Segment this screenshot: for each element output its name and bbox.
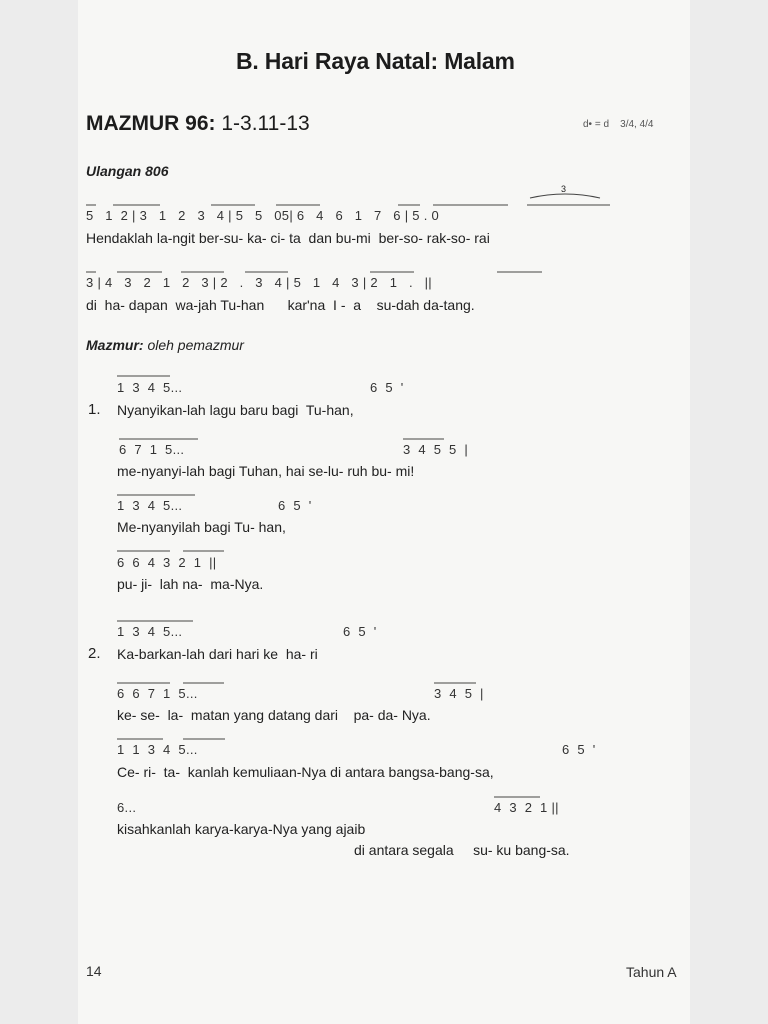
refrain-line2-lyrics: di ha- dapan wa-jah Tu-han kar'na I - a su-dah da-tang. <box>86 297 475 313</box>
verse2-line4-lyrics: kisahkanlah karya-karya-Nya yang ajaib <box>117 821 366 837</box>
verse1-line1-notes-end: 6 5 ' <box>370 380 404 395</box>
verse2-line1-lyrics: Ka-barkan-lah dari hari ke ha- ri <box>117 646 318 662</box>
verse1-line2-notes: 6 7 1 5... <box>119 442 185 457</box>
verse2-line1-notes-end: 6 5 ' <box>343 624 377 639</box>
verse2-line3-notes: 1 1 3 4 5... <box>117 742 198 757</box>
verse1-line4-lyrics: pu- ji- lah na- ma-Nya. <box>117 576 264 592</box>
verse2-line2-lyrics: ke- se- la- matan yang datang dari pa- da- Nya. <box>117 707 431 723</box>
refrain-line1-lyrics: Hendaklah la-ngit ber-su- ka- ci- ta dan bu-mi ber-so- rak-so- rai <box>86 230 490 246</box>
page-title: B. Hari Raya Natal: Malam <box>236 48 515 74</box>
verse1-line2-notes-end: 3 4 5 5 | <box>403 442 469 457</box>
refrain-heading <box>86 163 168 179</box>
refrain-line2-notes: 3 | 4 3 2 1 2 3 | 2 . 3 4 | 5 1 4 3 | 2 1 . || <box>86 275 432 290</box>
verse1-line2-lyrics: me-nyanyi-lah bagi Tuhan, hai se-lu- ruh bu- mi! <box>117 463 415 479</box>
verse1-line1-notes: 1 3 4 5... <box>117 380 183 395</box>
tempo-marking: d• = d 3/4, 4/4 <box>583 119 654 130</box>
psalmist-label: Mazmur: <box>86 337 144 353</box>
page-number: 14 <box>86 963 102 979</box>
verse2-line3-notes-end: 6 5 ' <box>562 742 596 757</box>
verse1-line3-lyrics: Me-nyanyilah bagi Tu- han, <box>117 519 286 535</box>
psalmist-heading <box>86 337 244 353</box>
verse2-line3-lyrics: Ce- ri- ta- kanlah kemuliaan-Nya di antara bangsa-bang-sa, <box>117 764 494 780</box>
verse2-line4-notes: 6... <box>117 800 137 815</box>
verse2-line2-notes: 6 6 7 1 5... <box>117 686 198 701</box>
verse2-line2-notes-end: 3 4 5 | <box>434 686 484 701</box>
verse2-line4-lyrics-cont: di antara segala su- ku bang-sa. <box>354 842 570 858</box>
psalm-verses: 1-3.11-13 <box>221 112 310 135</box>
verse1-number: 1. <box>88 401 101 418</box>
verse2-line4-notes-end: 4 3 2 1 || <box>494 800 559 815</box>
triplet-mark: 3 <box>561 184 567 194</box>
refrain-line1-notes: 5 1 2 | 3 1 2 3 4 | 5 5 05| 6 4 6 1 7 6 | 5 . 0 <box>86 208 440 223</box>
verse1-line3-notes: 1 3 4 5... <box>117 498 183 513</box>
psalm-label: MAZMUR 96: <box>86 112 216 135</box>
psalm-reference <box>86 112 310 136</box>
refrain-heading-text: Ulangan 806 <box>86 163 169 179</box>
psalmist-text: oleh pemazmur <box>147 337 244 353</box>
liturgical-year: Tahun A <box>626 964 677 980</box>
verse1-line4-notes: 6 6 4 3 2 1 || <box>117 555 217 570</box>
verse1-line1-lyrics: Nyanyikan-lah lagu baru bagi Tu-han, <box>117 402 354 418</box>
verse1-line3-notes-end: 6 5 ' <box>278 498 312 513</box>
verse2-number: 2. <box>88 645 101 662</box>
verse2-line1-notes: 1 3 4 5... <box>117 624 183 639</box>
